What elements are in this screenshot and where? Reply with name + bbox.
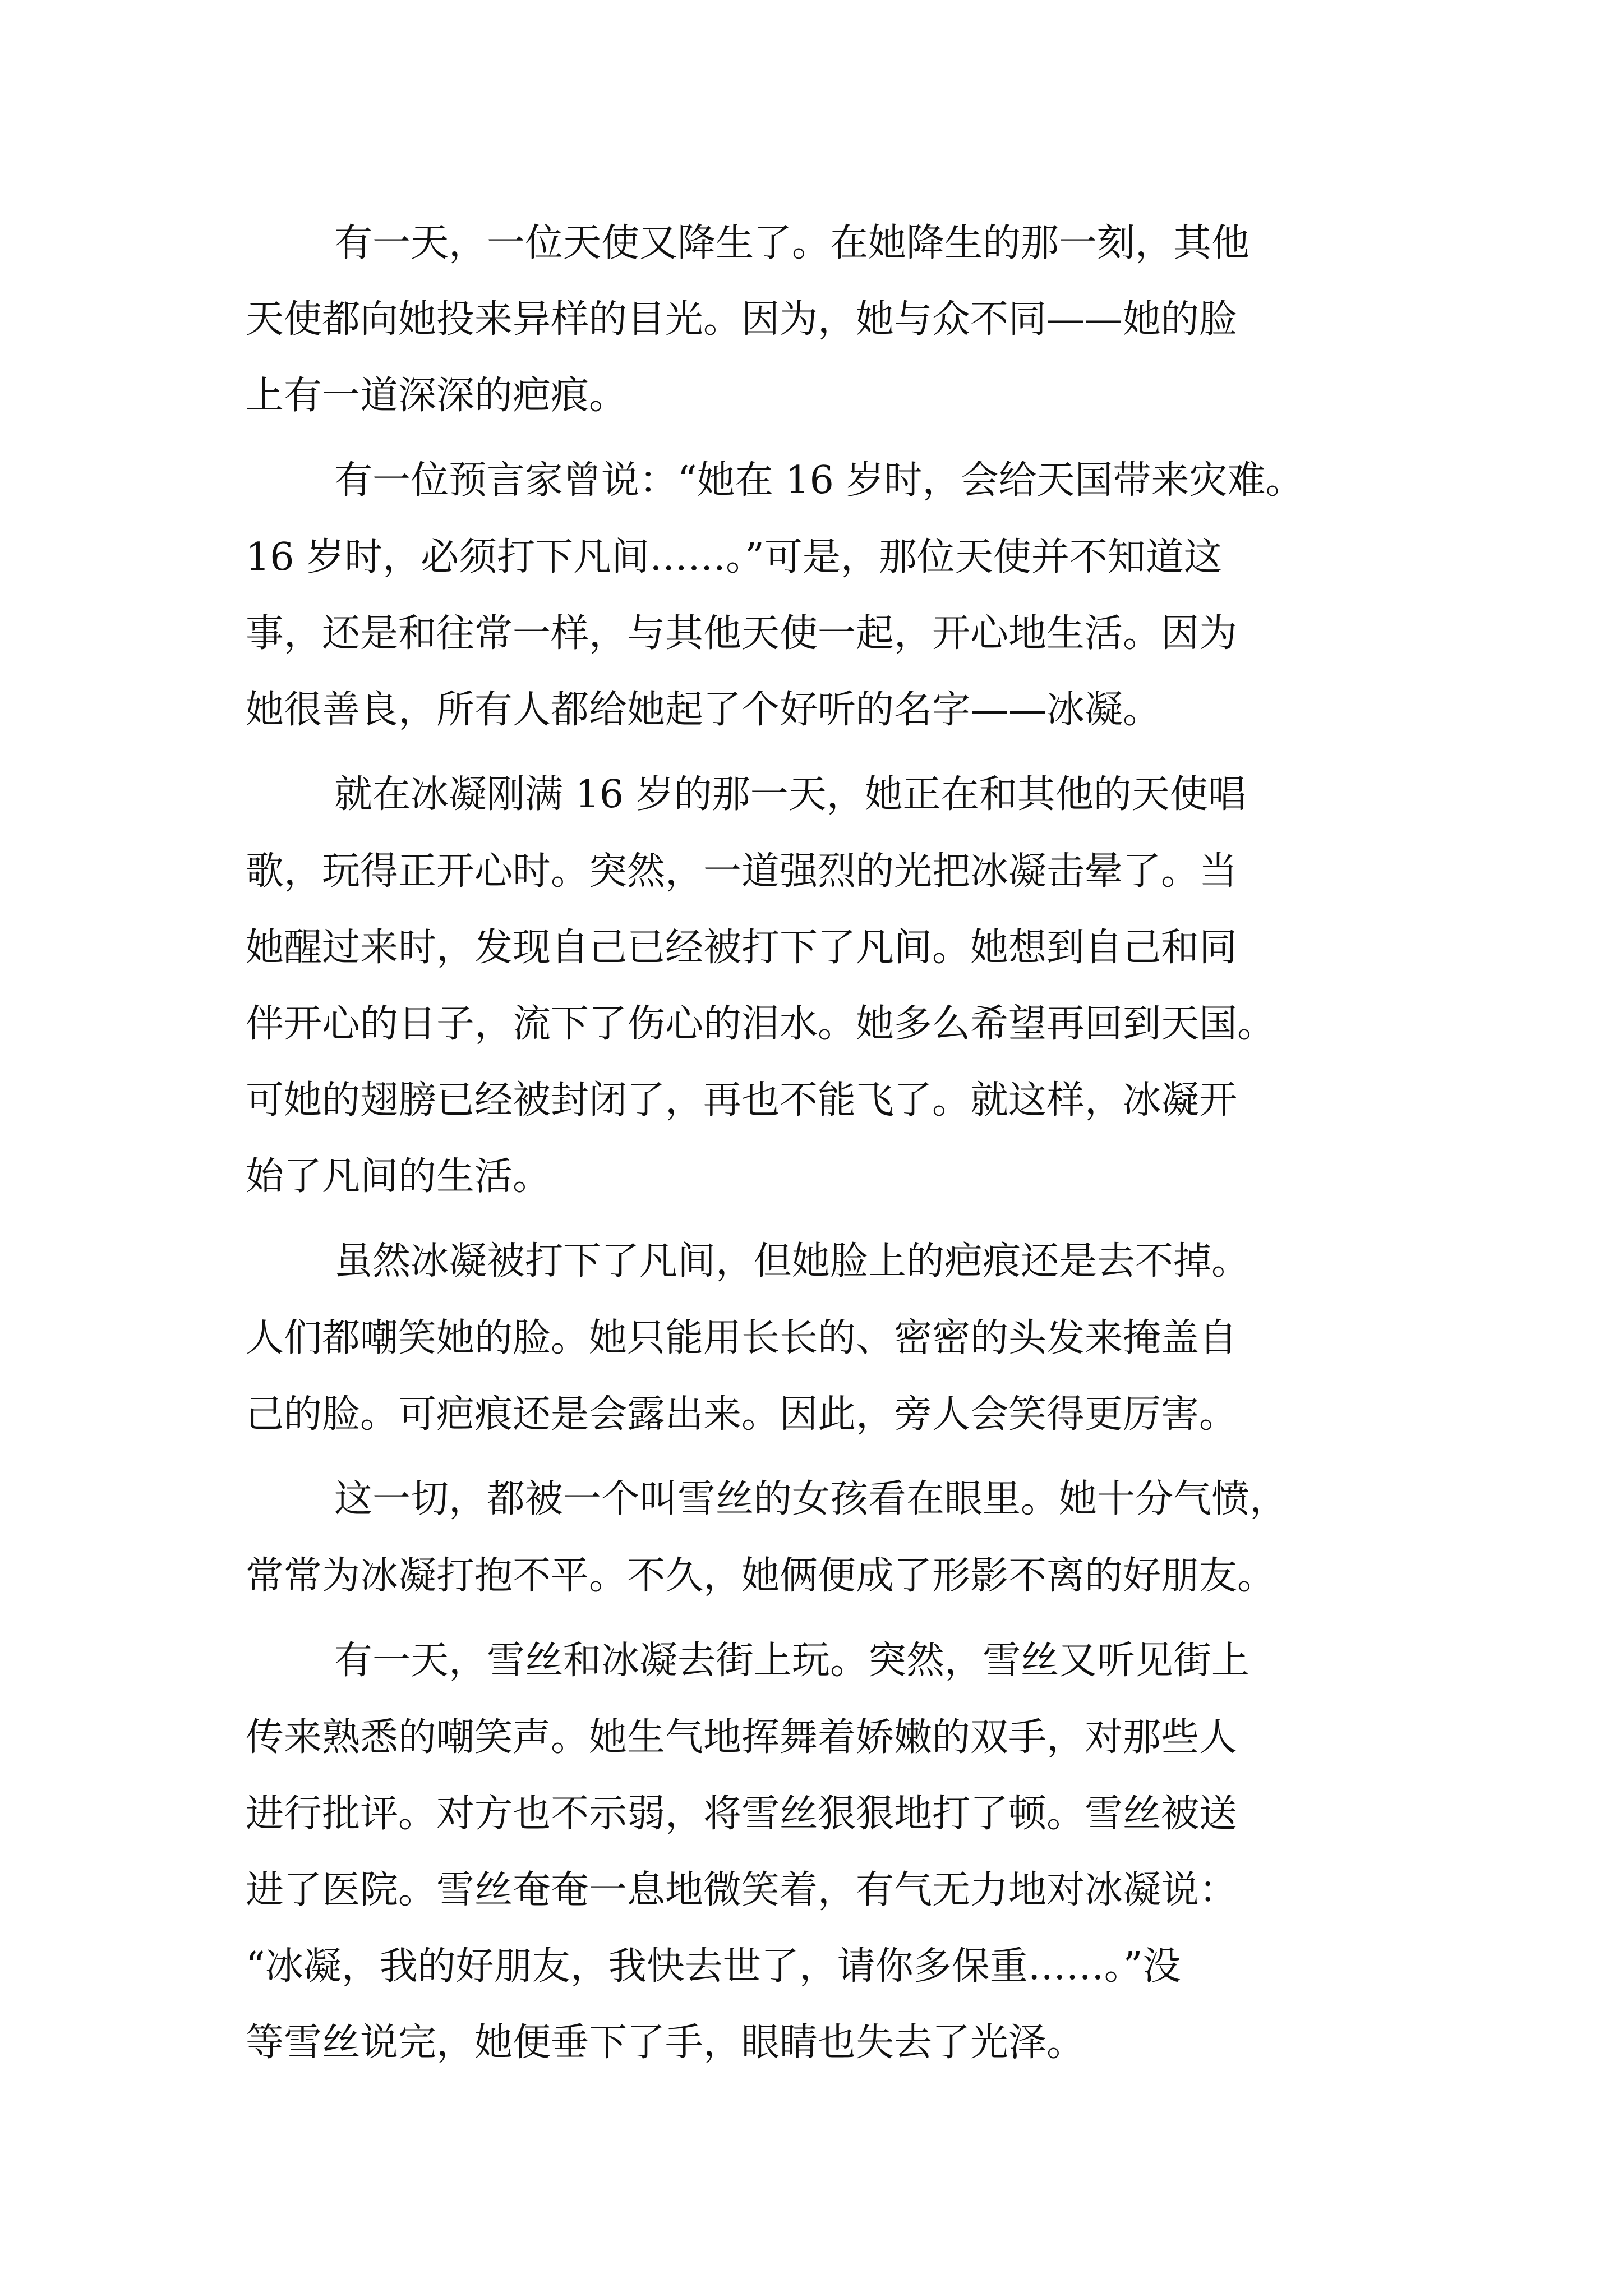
paragraph-2-line-3: 事，还是和往常一样，与其他天使一起，开心地生活。因为	[246, 611, 1238, 656]
paragraph-6-line-4: 进了医院。雪丝奄奄一息地微笑着，有气无力地对冰凝说：	[246, 1868, 1238, 1912]
paragraph-6-line-1: 有一天，雪丝和冰凝去街上玩。突然，雪丝又听见街上	[334, 1639, 1250, 1683]
paragraph-6-line-6: 等雪丝说完，她便垂下了手，眼睛也失去了光泽。	[246, 2021, 1085, 2065]
paragraph-3-line-1: 就在冰凝刚满 16 岁的那一天，她正在和其他的天使唱	[334, 772, 1246, 817]
paragraph-5-line-2: 常常为冰凝打抱不平。不久，她俩便成了形影不离的好朋友。	[246, 1554, 1276, 1598]
paragraph-3-line-4: 伴开心的日子，流下了伤心的泪水。她多么希望再回到天国。	[246, 1002, 1276, 1046]
paragraph-2-line-1: 有一位预言家曾说：“她在 16 岁时，会给天国带来灾难。	[334, 458, 1304, 503]
paragraph-4-line-2: 人们都嘲笑她的脸。她只能用长长的、密密的头发来掩盖自	[246, 1316, 1238, 1360]
paragraph-1-line-3: 上有一道深深的疤痕。	[246, 374, 628, 418]
paragraph-6-line-5: “冰凝，我的好朋友，我快去世了，请你多保重……。”没	[246, 1944, 1181, 1989]
paragraph-1-line-2: 天使都向她投来异样的目光。因为，她与众不同——她的脸	[246, 297, 1238, 342]
paragraph-6-line-3: 进行批评。对方也不示弱，将雪丝狠狠地打了顿。雪丝被送	[246, 1792, 1238, 1836]
paragraph-5-line-1: 这一切，都被一个叫雪丝的女孩看在眼里。她十分气愤，	[334, 1477, 1288, 1521]
paragraph-3-line-3: 她醒过来时，发现自己已经被打下了凡间。她想到自己和同	[246, 926, 1238, 970]
paragraph-3-line-6: 始了凡间的生活。	[246, 1154, 551, 1199]
paragraph-4-line-1: 虽然冰凝被打下了凡间，但她脸上的疤痕还是去不掉。	[334, 1239, 1250, 1283]
paragraph-2-line-4: 她很善良，所有人都给她起了个好听的名字——冰凝。	[246, 688, 1161, 732]
paragraph-4-line-3: 己的脸。可疤痕还是会露出来。因此，旁人会笑得更厉害。	[246, 1392, 1238, 1437]
paragraph-3-line-2: 歌，玩得正开心时。突然，一道强烈的光把冰凝击晕了。当	[246, 849, 1238, 894]
paragraph-2-line-2: 16 岁时，必须打下凡间……。”可是，那位天使并不知道这	[246, 535, 1222, 579]
paragraph-6-line-2: 传来熟悉的嘲笑声。她生气地挥舞着娇嫩的双手，对那些人	[246, 1715, 1238, 1760]
paragraph-3-line-5: 可她的翅膀已经被封闭了，再也不能飞了。就这样，冰凝开	[246, 1078, 1238, 1122]
paragraph-1-line-1: 有一天，一位天使又降生了。在她降生的那一刻，其他	[334, 221, 1250, 265]
